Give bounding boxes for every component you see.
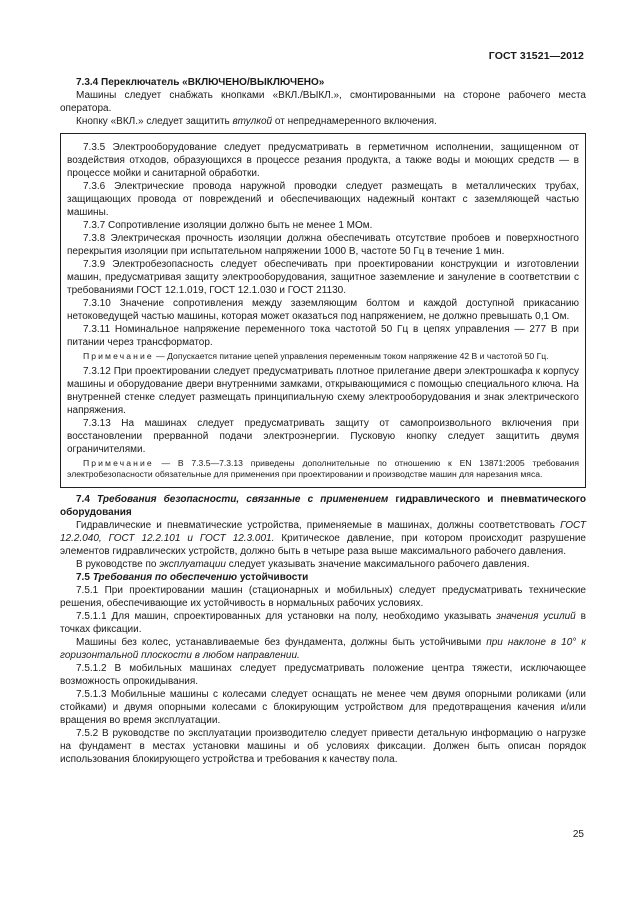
section-7-3-4-paragraph-2: Кнопку «ВКЛ.» следует защитить втулкой от непреднамеренного включения. (76, 116, 437, 127)
page-content (60, 76, 586, 766)
clause-7-5-2: 7.5.2 В руководстве по эксплуатации производителю следует привести детальную информацию о нагрузке на фундамент в местах установки машины и об условиях фиксации. Должен быть описан порядок использования блокирующего устройства и требования к качеству пола. (60, 728, 586, 765)
clause-7-3-5: 7.3.5 Электрооборудование следует предусматривать в герметичном исполнении, защищенном от воздействия отходов, образующихся в процессе резания продукта, а также воды и моющих средств — в процессе мойки и санитарной обработки. (67, 142, 579, 179)
clause-7-3-12: 7.3.12 При проектировании следует предусматривать плотное прилегание двери электрошкафа к корпусу машины и оборудование двери внутренними замками, открывающимися с помощью специального ключа. На внутренней стенке следует размещать принципиальную схему электрооборудования и знак электрического напряжения. (67, 366, 579, 416)
clause-7-3-10: 7.3.10 Значение сопротивления между заземляющим болтом и каждой доступной прикасанию нетоковедущей частью машины, которая может оказаться под напряжением, не должно превышать 0,1 Ом. (67, 298, 579, 322)
clause-7-3-9: 7.3.9 Электробезопасность следует обеспечивать при проектировании конструкции и изготовлении машин, предусматривая защиту электрооборудования, защитное заземление и зануление в соответствии с требованиями ГОСТ 12.1.019, ГОСТ 12.1.030 и ГОСТ 21130. (67, 259, 579, 296)
clause-7-3-6: 7.3.6 Электрические провода наружной проводки следует размещать в металлических трубах, защищающих провода от повреждений и обеспечивающих надежный контакт с заземляющей частью машины. (67, 181, 579, 218)
section-7-4-paragraph-2: В руководстве по эксплуатации следует указывать значение максимального рабочего давления. (76, 559, 530, 570)
clause-7-3-8: 7.3.8 Электрическая прочность изоляции должна обеспечивать отсутствие пробоев и поверхностного перекрытия изоляции при испытательном напряжении 1000 В, частоте 50 Гц в течение 1 мин. (67, 233, 579, 257)
clause-7-3-11: 7.3.11 Номинальное напряжение переменного тока частотой 50 Гц в цепях управления — 277 В при питании через трансформатор. (67, 324, 579, 348)
note-2: Примечание — В 7.3.5—7.3.13 приведены дополнительные по отношению к EN 13871:2005 требования электробезопасности обязательные для применения при проектировании и производстве машин для нарезания мяса. (67, 458, 579, 479)
clause-7-5-1: 7.5.1 При проектировании машин (стационарных и мобильных) следует предусматривать технические решения, обеспечивающие их устойчивость в нормальных рабочих условиях. (60, 585, 586, 609)
section-7-3-4-paragraph-1: Машины следует снабжать кнопками «ВКЛ./ВЫКЛ.», смонтированными на стороне рабочего места оператора. (60, 90, 586, 114)
page-number: 25 (572, 829, 584, 840)
section-7-4-paragraph-1: Гидравлические и пневматические устройства, применяемые в машинах, должны соответствовать ГОСТ 12.2.040, ГОСТ 12.2.101 и ГОСТ 12.3.001. Критическое давление, при котором происходит разрушение элементов гидравлических устройств, должно быть в четыре раза выше максимального рабочего давления. (60, 520, 586, 557)
electrical-requirements-box (60, 133, 586, 488)
clause-7-5-1-3: 7.5.1.3 Мобильные машины с колесами следует оснащать не менее чем двумя опорными роликами (или стойками) и двумя опорными колесами с блокирующим устройством для предотвращения качения и/или вращения во время эксплуатации. (60, 689, 586, 726)
clause-7-5-1-2: 7.5.1.2 В мобильных машинах следует предусматривать положение центра тяжести, исключающее возможность опрокидывания. (60, 663, 586, 687)
clause-7-5-1-1: 7.5.1.1 Для машин, спроектированных для установки на полу, необходимо указывать значения усилий в точках фиксации. (60, 611, 586, 635)
section-7-5-title: 7.5 Требования по обеспечению устойчивости (76, 572, 309, 583)
clause-7-3-13: 7.3.13 На машинах следует предусматривать защиту от самопроизвольного включения при восстановлении прерванной подачи электроэнергии. Пусковую кнопку следует защитить двумя ограничителями. (67, 418, 579, 455)
document-code-header: ГОСТ 31521—2012 (488, 50, 584, 62)
clause-7-5-1-1-continued: Машины без колес, устанавливаемые без фундамента, должны быть устойчивыми при наклоне в 10° к горизонтальной плоскости в любом направлении. (60, 637, 586, 661)
section-7-3-4-title: 7.3.4 Переключатель «ВКЛЮЧЕНО/ВЫКЛЮЧЕНО» (76, 77, 325, 88)
note-1: Примечание — Допускается питание цепей управления переменным током напряжение 42 В и частотой 50 Гц. (83, 351, 549, 361)
clause-7-3-7: 7.3.7 Сопротивление изоляции должно быть не менее 1 МОм. (83, 220, 373, 231)
section-7-4-title: 7.4 Требования безопасности, связанные с применением гидравлического и пневматического оборудования (60, 494, 586, 518)
